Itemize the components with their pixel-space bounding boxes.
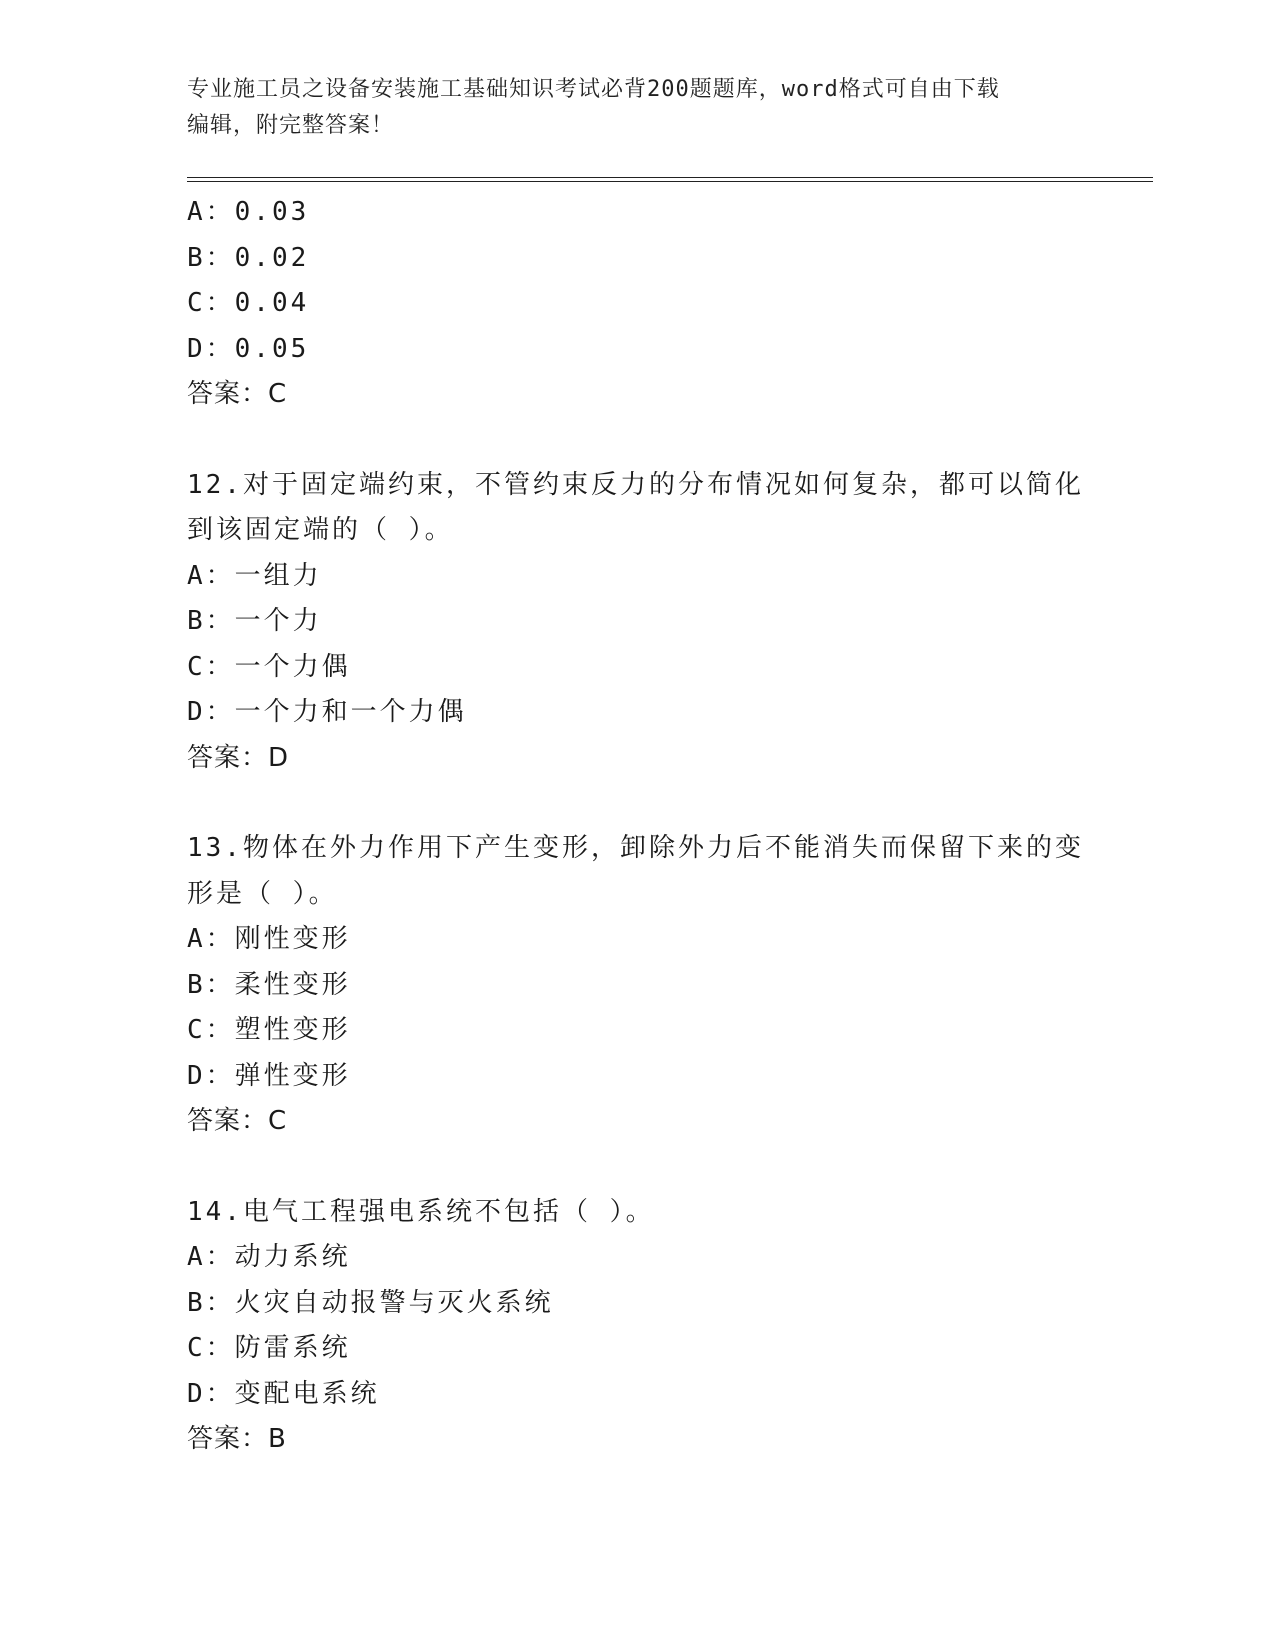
question-title-line1: 12.对于固定端约束，不管约束反力的分布情况如何复杂，都可以简化 [187, 469, 1084, 500]
option-a: A：动力系统 [187, 1242, 351, 1272]
option-a: A：一组力 [187, 560, 322, 591]
question-continued [187, 190, 1087, 418]
question-12 [187, 463, 1087, 782]
header-divider-secondary [187, 181, 1153, 182]
spacer [187, 418, 1087, 463]
question-title-line2: 形是（ ）。 [187, 878, 338, 909]
question-title-line1: 14.电气工程强电系统不包括（ ）。 [187, 1196, 655, 1227]
option-c: C：0.04 [187, 288, 310, 318]
option-d: D：变配电系统 [187, 1378, 380, 1409]
document-header [187, 72, 1087, 144]
question-title-line2: 到该固定端的（ ）。 [187, 515, 454, 545]
option-d: D：一个力和一个力偶 [187, 697, 467, 727]
answer-line: 答案：C [187, 379, 288, 409]
answer-line: 答案：D [187, 742, 290, 773]
spacer [187, 781, 1087, 826]
option-c: C：塑性变形 [187, 1015, 351, 1045]
header-divider [187, 177, 1153, 178]
document-body [187, 190, 1087, 1463]
option-b: B：火灾自动报警与灭火系统 [187, 1287, 554, 1318]
option-c: C：防雷系统 [187, 1333, 351, 1363]
option-a: A：0.03 [187, 197, 310, 227]
option-b: B：柔性变形 [187, 969, 351, 1000]
header-title-line2: 编辑，附完整答案！ [187, 113, 395, 138]
option-c: C：一个力偶 [187, 651, 351, 682]
question-14 [187, 1190, 1087, 1463]
option-d: D：0.05 [187, 333, 310, 364]
answer-line: 答案：B [187, 1424, 287, 1454]
option-a: A：刚性变形 [187, 924, 351, 954]
answer-line: 答案：C [187, 1106, 288, 1136]
spacer [187, 1145, 1087, 1190]
question-13 [187, 826, 1087, 1145]
header-title-line1: 专业施工员之设备安装施工基础知识考试必背200题题库，word格式可自由下载 [187, 77, 1000, 102]
option-d: D：弹性变形 [187, 1060, 351, 1091]
option-b: B：0.02 [187, 242, 310, 273]
option-b: B：一个力 [187, 606, 322, 636]
question-title-line1: 13.物体在外力作用下产生变形，卸除外力后不能消失而保留下来的变 [187, 833, 1084, 863]
